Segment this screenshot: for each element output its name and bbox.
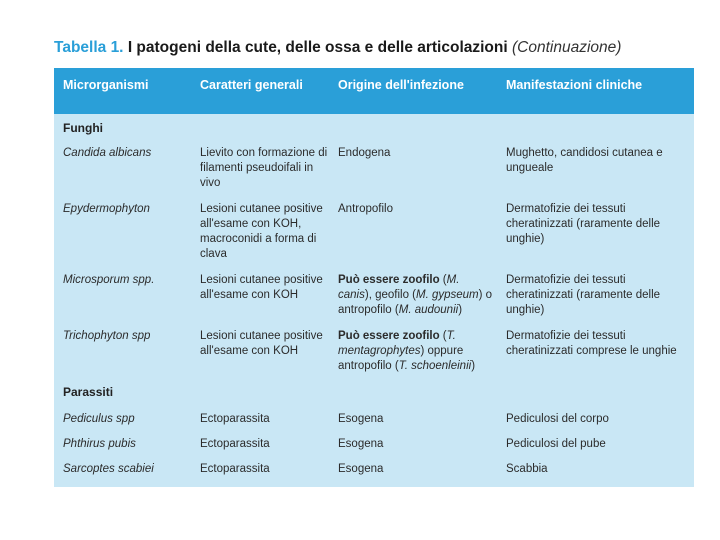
cell-clinical: Scabbia [506,463,548,475]
header-clinical-manifestations: Manifestazioni cliniche [506,78,643,92]
cell-origin: Antropofilo [338,203,393,215]
cell-traits: Ectoparassita [200,413,270,425]
cell-traits: Ectoparassita [200,463,270,475]
table-title: I patogeni della cute, delle ossa e delle articolazioni [127,39,508,56]
cell-traits: Lievito con formazione di filamenti pseudoifali in vivo [200,147,328,189]
cell-organism: Microsporum spp. [63,274,155,286]
table-header [54,68,694,114]
cell-traits: Ectoparassita [200,438,270,450]
cell-traits: Lesioni cutanee positive all'esame con KOH, macroconidi a forma di clava [200,203,323,260]
cell-origin: Esogena [338,438,384,450]
header-infection-origin: Origine dell'infezione [338,78,464,92]
cell-clinical: Dermatofizie dei tessuti cheratinizzati (raramente delle unghie) [506,203,661,245]
cell-origin: Può essere zoofilo (T. mentagrophytes) oppure antropofilo (T. schoenleinii) [338,330,476,372]
table-caption [54,38,694,58]
cell-clinical: Pediculosi del pube [506,438,606,450]
table-number: Tabella 1. [54,39,124,56]
cell-organism: Sarcoptes scabiei [63,463,154,475]
cell-organism: Epydermophyton [63,203,150,215]
section-fungi: Funghi [63,121,103,135]
cell-organism: Pediculus spp [63,413,135,425]
cell-traits: Lesioni cutanee positive all'esame con KOH [200,274,323,301]
cell-origin: Può essere zoofilo (M. canis), geofilo (M. gypseum) o antropofilo (M. audounii) [338,274,493,316]
cell-origin: Esogena [338,463,384,475]
cell-organism: Candida albicans [63,147,152,159]
pathogens-table [54,68,694,487]
continuation-note: (Continuazione) [512,39,622,56]
cell-clinical: Dermatofizie dei tessuti cheratinizzati (raramente delle unghie) [506,274,661,316]
cell-organism: Trichophyton spp [63,330,151,342]
cell-clinical: Dermatofizie dei tessuti cheratinizzati comprese le unghie [506,330,677,357]
cell-clinical: Pediculosi del corpo [506,413,609,425]
header-general-traits: Caratteri generali [200,78,303,92]
cell-traits: Lesioni cutanee positive all'esame con KOH [200,330,323,357]
cell-clinical: Mughetto, candidosi cutanea e ungueale [506,147,663,174]
header-microorganisms: Microrganismi [63,78,149,92]
cell-origin: Esogena [338,413,384,425]
cell-organism: Phthirus pubis [63,438,136,450]
section-parasites: Parassiti [63,385,114,399]
cell-origin: Endogena [338,147,391,159]
